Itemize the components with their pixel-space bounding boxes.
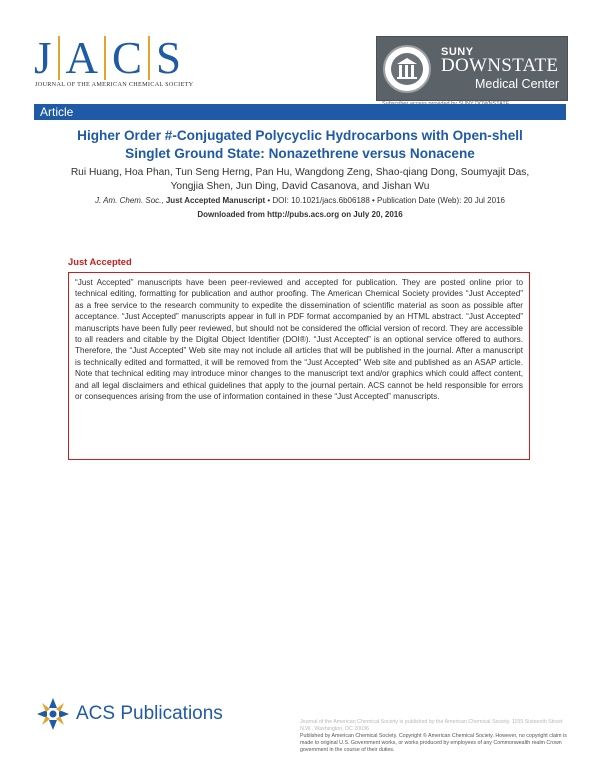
jacs-divider bbox=[104, 36, 106, 80]
jacs-divider bbox=[58, 36, 60, 80]
acs-emblem-icon bbox=[34, 696, 72, 732]
article-type-bar bbox=[34, 104, 566, 120]
copyright-note: Published by American Chemical Society. Copyright © American Chemical Society. However, no copyright claim is made to original U.S. Government works, or works produced by employees of any Commonwealth realm Crown government in the course of their duties. bbox=[300, 733, 567, 753]
seal-icon bbox=[383, 45, 431, 93]
institution-line3: Medical Center bbox=[475, 77, 560, 91]
seal-center bbox=[391, 53, 423, 85]
citation-journal: J. Am. Chem. Soc. bbox=[95, 196, 162, 205]
citation-doi[interactable]: • DOI: 10.1021/jacs.6b06188 • Publication Date (Web): 20 Jul 2016 bbox=[267, 196, 505, 205]
just-accepted-body: “Just Accepted” manuscripts have been peer-reviewed and accepted for publication. They are posted online prior to technical editing, formatting for publication and author proofing. The American Chemical Society provides “Just Accepted” as a free service to the research community to expedite the dissemination of scientific material as soon as possible after acceptance. “Just Accepted” manuscripts appear in full in PDF format accompanied by an HTML abstract. “Just Accepted” manuscripts have been fully peer reviewed, but should not be considered the official version of record. They are accessible to all readers and citable by the Digital Object Identifier (DOI®). “Just Accepted” is an optional service offered to authors. Therefore, the “Just Accepted” Web site may not include all articles that will be published in the journal. After a manuscript is technically edited and formatted, it will be removed from the “Just Accepted” Web site and published as an ASAP article. Note that technical editing may introduce minor changes to the manuscript text and/or graphics which could affect content, and all legal disclaimers and ethical guidelines that apply to the journal pertain. ACS cannot be held responsible for errors or consequences arising from the use of information contained in these “Just Accepted” manuscripts. bbox=[75, 278, 523, 402]
institution-logo bbox=[376, 36, 568, 101]
acs-publications-text: ACS Publications bbox=[76, 703, 223, 724]
citation-status: Just Accepted Manuscript bbox=[165, 196, 266, 205]
jacs-letter-c: C bbox=[112, 33, 143, 83]
journal-subtitle: JOURNAL OF THE AMERICAN CHEMICAL SOCIETY bbox=[35, 81, 194, 88]
institution-line2: DOWNSTATE bbox=[441, 55, 559, 76]
jacs-divider bbox=[148, 36, 150, 80]
publisher-note: Journal of the American Chemical Society is published by the American Chemical Society. 1155 Sixteenth Street N.W., Washington, DC 20036 bbox=[300, 719, 563, 732]
jacs-letter-s: S bbox=[156, 33, 182, 83]
paper-title: Higher Order #-Conjugated Polycyclic Hydrocarbons with Open-shell Singlet Ground State: Nonazethrene versus Nonacene bbox=[77, 128, 523, 161]
jacs-letter-j: J bbox=[34, 33, 52, 83]
jacs-logo bbox=[34, 33, 182, 83]
citation-line: J. Am. Chem. Soc., Just Accepted Manuscript • DOI: 10.1021/jacs.6b06188 • Publication Date (Web): 20 Jul 2016 bbox=[95, 196, 505, 205]
just-accepted-box bbox=[68, 272, 530, 460]
acs-publications-logo bbox=[34, 696, 234, 732]
institution-line1: SUNY bbox=[441, 46, 474, 58]
just-accepted-heading: Just Accepted bbox=[68, 256, 132, 267]
author-list: Rui Huang, Hoa Phan, Tun Seng Herng, Pan Hu, Wangdong Zeng, Shao-qiang Dong, Soumyajit Das, Yongjia Shen, Jun Ding, David Casanova, and Jishan Wu bbox=[70, 167, 530, 192]
building-icon bbox=[391, 53, 423, 85]
jacs-letter-a: A bbox=[65, 33, 99, 83]
article-type-label: Article bbox=[40, 105, 74, 119]
download-note: Downloaded from http://pubs.acs.org on July 20, 2016 bbox=[197, 210, 403, 219]
